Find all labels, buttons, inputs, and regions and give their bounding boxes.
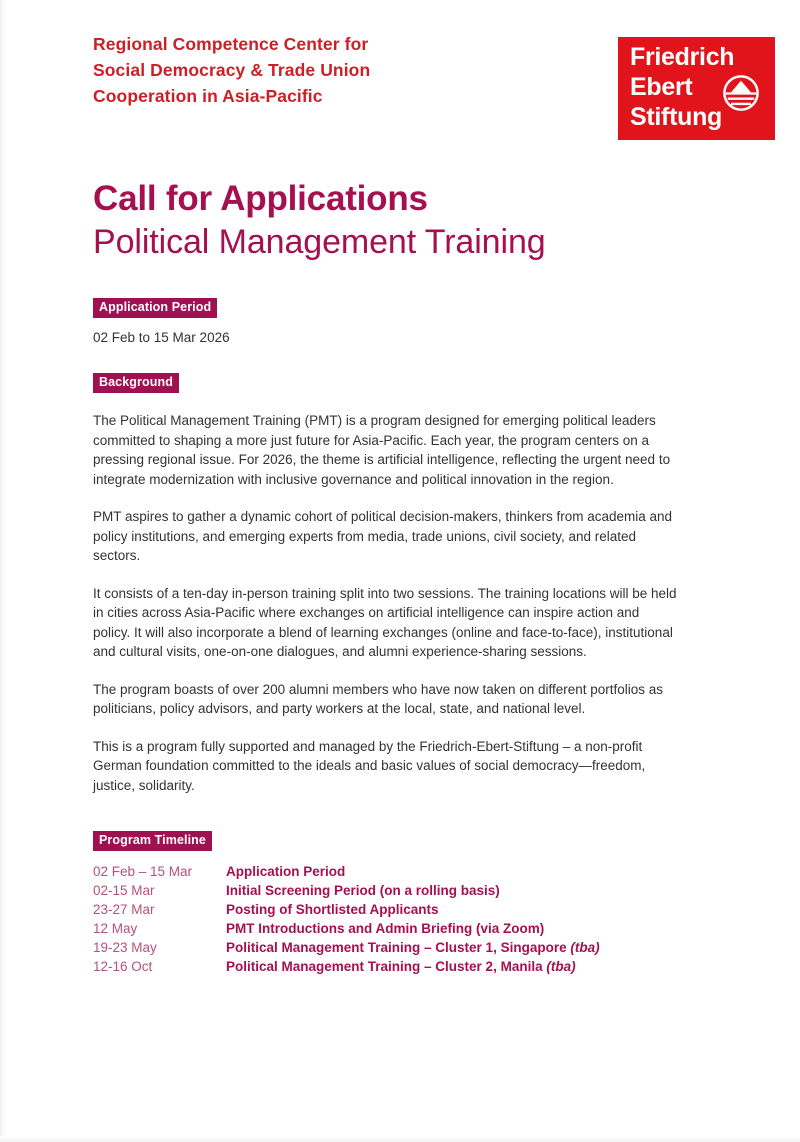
background-paragraph-1: The Political Management Training (PMT) is a program designed for emerging political leaders committed to shaping a more just future for Asia-Pacific. Each year, the program centers on a pressing regional issue. For 2026, the theme is artificial intelligence, reflecting the urgent need to integrate modernization with inclusive governance and political innovation in the region.: [93, 413, 671, 487]
timeline-date: 02 Feb – 15 Mar: [93, 864, 193, 879]
timeline-description-text: Initial Screening Period (on a rolling basis): [226, 883, 500, 898]
timeline-description-text: Application Period: [226, 864, 346, 879]
program-timeline-table: [93, 864, 679, 978]
section-label-background: Background: [93, 373, 179, 393]
fes-logo-line-2: Ebert: [630, 73, 693, 101]
fes-logo-line-1: Friedrich: [630, 43, 735, 71]
timeline-description: [226, 902, 679, 921]
table-row: [93, 902, 679, 921]
program-timeline-body: [93, 864, 679, 978]
timeline-date: 12-16 Oct: [93, 959, 153, 974]
timeline-description: [226, 883, 679, 902]
table-row: [93, 883, 679, 902]
background-paragraph-4: The program boasts of over 200 alumni members who have now taken on different portfolios as politicians, policy advisors, and party workers at the local, state, and national level.: [93, 681, 664, 716]
fes-logo: [618, 37, 775, 140]
fes-logo-line-3: Stiftung: [630, 103, 723, 131]
spacer: [93, 393, 679, 411]
timeline-date: 02-15 Mar: [93, 883, 155, 898]
timeline-description-note: (tba): [546, 959, 576, 974]
section-label-application-period: Application Period: [93, 298, 217, 318]
table-row: [93, 940, 679, 959]
timeline-description-text: Political Management Training – Cluster 1, Singapore: [226, 940, 567, 955]
timeline-description-text: Posting of Shortlisted Applicants: [226, 902, 439, 917]
application-period-value: 02 Feb to 15 Mar 2026: [93, 330, 230, 345]
document-content: [93, 298, 679, 978]
table-row: [93, 921, 679, 940]
org-header-line-1: Regional Competence Center for: [93, 34, 369, 54]
spacer: [93, 347, 679, 373]
timeline-description: [226, 959, 679, 978]
org-header-line-2: Social Democracy & Trade Union: [93, 60, 371, 80]
timeline-date: 19-23 May: [93, 940, 157, 955]
spacer: [93, 813, 679, 831]
timeline-description-note: (tba): [570, 940, 600, 955]
background-paragraph-2: PMT aspires to gather a dynamic cohort of political decision-makers, thinkers from academia and policy institutions, and emerging experts from media, trade unions, civil society, and related sectors.: [93, 509, 673, 563]
timeline-description: [226, 940, 679, 959]
timeline-description-text: Political Management Training – Cluster 2, Manila: [226, 959, 543, 974]
table-row: [93, 959, 679, 978]
page-edge-bottom: [0, 1136, 800, 1142]
background-paragraph-5: This is a program fully supported and managed by the Friedrich-Ebert-Stiftung – a non-profit German foundation committed to the ideals and basic values of social democracy—freedom, justice, solidarity.: [93, 738, 646, 793]
timeline-description: [226, 921, 679, 940]
timeline-date: 23-27 Mar: [93, 902, 155, 917]
timeline-description-text: PMT Introductions and Admin Briefing (via Zoom): [226, 921, 545, 936]
organization-header: [93, 31, 563, 109]
page-subtitle: Political Management Training: [93, 223, 546, 261]
org-header-line-3: Cooperation in Asia-Pacific: [93, 86, 323, 106]
background-paragraph-3: It consists of a ten-day in-person training split into two sessions. The training locations will be held in cities across Asia-Pacific where exchanges on artificial intelligence can inspire action and policy. It will also incorporate a blend of learning exchanges (online and face-to-face), institutional and cultural visits, one-on-one dialogues, and alumni experience-sharing sessions.: [93, 585, 677, 659]
fes-globe-emblem-icon: [722, 74, 760, 112]
timeline-description: [226, 864, 679, 883]
page-edge-left: [0, 0, 7, 1142]
section-label-program-timeline: Program Timeline: [93, 831, 212, 851]
fes-logo-wordmark: [630, 42, 734, 132]
timeline-date: 12 May: [93, 921, 138, 936]
page-title: Call for Applications: [93, 179, 428, 218]
table-row: [93, 864, 679, 883]
